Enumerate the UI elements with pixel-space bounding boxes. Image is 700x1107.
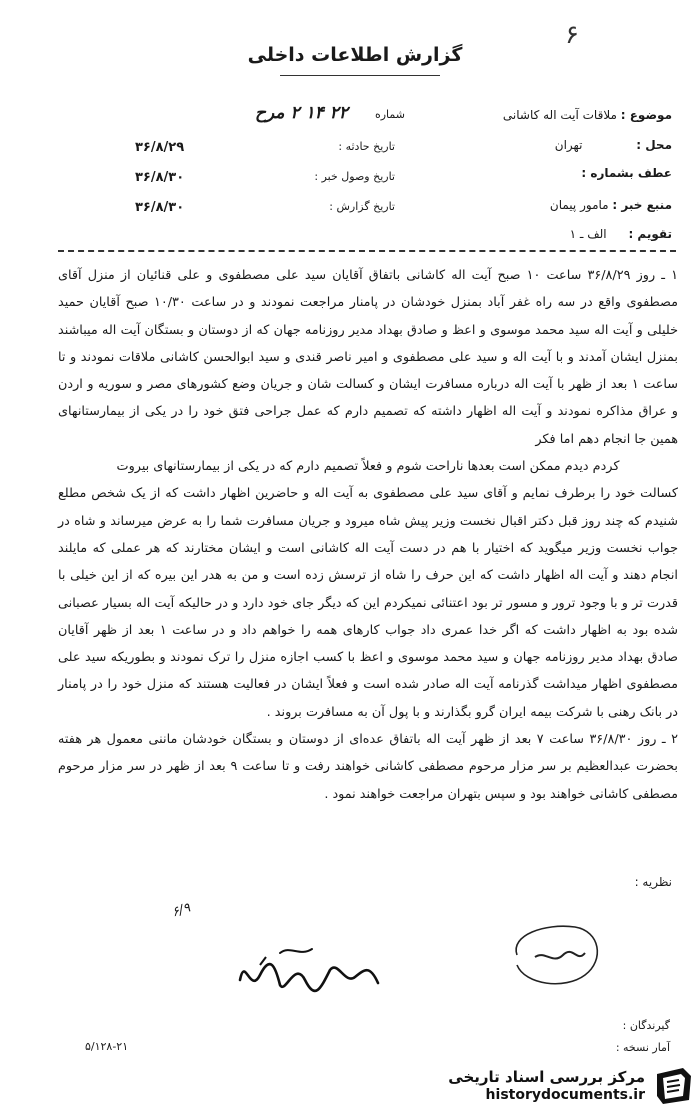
watermark (410, 1066, 695, 1107)
source-value: مامور پیمان (549, 198, 609, 212)
number-value: ۲۲ ۱۴ ۲ مرح (255, 103, 348, 123)
paragraph-1: ۱ ـ روز ۳۶/۸/۲۹ ساعت ۱۰ صبح آیت اله کاشانی باتفاق آقایان سید علی مصطفوی و علی قنائیان از منزل آقای مصطفوی واقع در سه راه غفر آباد بمنزل خودشان در پامنار مراجعت نمودند و در ساعت ۱۰/۳۰ صبح آقایان حمید خلیلی و آیت اله سید محمد موسوی و اعظ و صادق بهداد مدیر روزنامه جهان که از دوستان و بستگان آیت اله میباشند بمنزل ایشان آمدند و با آیت اله و سید علی مصطفوی و امیر ناصر قندی و سید ابوالحسن کاشانی ملاقات نمودند و تا ساعت ۱ بعد از ظهر با آیت اله درباره مسافرت ایشان و کسالت شان و جریان وضع کشورهای مصر و سوریه و اردن و عراق مذاکره نمودند و آیت اله اظهار داشته که تصمیم دارم که عمل جراحی فتق خود را در یکی از بیمارستانهای همین جا انجام دهم اما فکر (58, 268, 679, 447)
subject-label: موضوع : (620, 108, 672, 122)
paragraph-4: ۲ ـ روز ۳۶/۸/۳۰ ساعت ۷ بعد از ظهر آیت اله باتفاق عده‌ای از دوستان و بستگان خودشان ماننی معمول هر هفته بحضرت عبدالعظیم بر سر مزار مرحوم مصطفی کاشانی خواهند رفت و تا ساعت ۹ بعد از ظهر در سر مزار مرحوم مصطفی کاشانی خواهند بود و سپس بتهران مراجعت خواهند نمود . (58, 732, 678, 802)
document-code: ۵/۱۲۸-۲۱ (85, 1040, 129, 1053)
subject-row (412, 108, 672, 122)
paragraph-3: کسالت خود را برطرف نمایم و آقای سید علی مصطفوی به آیت اله و حاضرین اظهار داشت که از یک شخص مطلع شنیدم که چند روز قبل دکتر اقبال نخست وزیر پیش شاه میرود و جریان مسافرت شما را به عرض میرساند و شاه در جواب نخست وزیر میگوید که اختیار با هم در دست آیت اله کاشانی است و ایشان مختارند که هر عملی که مایلند انجام دهند و آیت اله اظهار داشت که این حرف را شاه از ترسش زده است و من به هدر این بیره که از این خیلی با قدرت تر و با وجود ترور و مسور تر بود اعتنائی نمیکردم این که دیگر جای خود دارد و در حالیکه آیت اله بسیار عصبانی شده بود به اظهار داشت که اگر خدا عمری داد جواب کارهای همه را خواهم داد و در ساعت ۱ بعد از ظهر آقایان صادق بهداد مدیر روزنامه جهان و سید محمد موسوی و اعظ با کسب اجازه منزل را ترک نمودند و بطوریکه سید علی مصطفوی اظهار میداشت گذرنامه آیت اله صادر شده است و فعلاً ایشان در فعالیت هستند که منزل خود را در پامنار در بانک رهنی با شرکت بیمه ایران گرو بگذارند و با پول آن به مسافرت بروند . (58, 486, 678, 720)
event-date-value: ۳۶/۸/۲۹ (135, 140, 185, 155)
header-divider (58, 250, 676, 252)
remarks-label: نظریه : (634, 875, 672, 889)
paragraph-2: کردم دیدم ممکن است بعدها ناراحت شوم و فعلاً تصمیم دارم که در یکی از بیمارستانهای بیروت (116, 459, 620, 475)
attachment-row (412, 166, 672, 180)
report-body (58, 262, 678, 808)
recipients-block (520, 1015, 670, 1059)
evaluation-value: الف ـ ۱ (569, 227, 607, 241)
document-title: گزارش اطلاعات داخلی (247, 44, 463, 66)
received-date-label: تاریخ وصول خبر : (314, 170, 395, 183)
initials-scribble (505, 915, 610, 995)
copy-label: آمار نسخه : (615, 1041, 670, 1054)
evaluation-label: تقویم : (628, 227, 672, 241)
place-value: تهران (554, 138, 583, 152)
attachment-label: عطف بشماره : (581, 166, 672, 180)
corner-mark: ۶ (565, 20, 579, 50)
source-row (412, 198, 672, 212)
report-date-label: تاریخ گزارش : (329, 200, 395, 213)
number-label: شماره (374, 108, 405, 121)
subject-value: ملاقات آیت اله کاشانی (502, 108, 617, 122)
handwritten-date-note: ۶/۹ (170, 900, 193, 921)
place-label: محل : (636, 138, 672, 152)
event-date-label: تاریخ حادثه : (338, 140, 395, 153)
archive-logo-icon (653, 1066, 695, 1106)
handwritten-signature (220, 935, 390, 1005)
title-underline (280, 75, 440, 76)
place-row (412, 138, 672, 152)
source-label: منبع خبر : (612, 198, 672, 212)
watermark-fa: مرکز بررسی اسناد تاریخی (448, 1068, 645, 1086)
recipients-label: گیرندگان : (622, 1019, 670, 1032)
evaluation-row (412, 227, 672, 241)
watermark-en: historydocuments.ir (485, 1087, 645, 1103)
report-date-value: ۳۶/۸/۳۰ (135, 200, 185, 215)
received-date-value: ۳۶/۸/۳۰ (135, 170, 185, 185)
